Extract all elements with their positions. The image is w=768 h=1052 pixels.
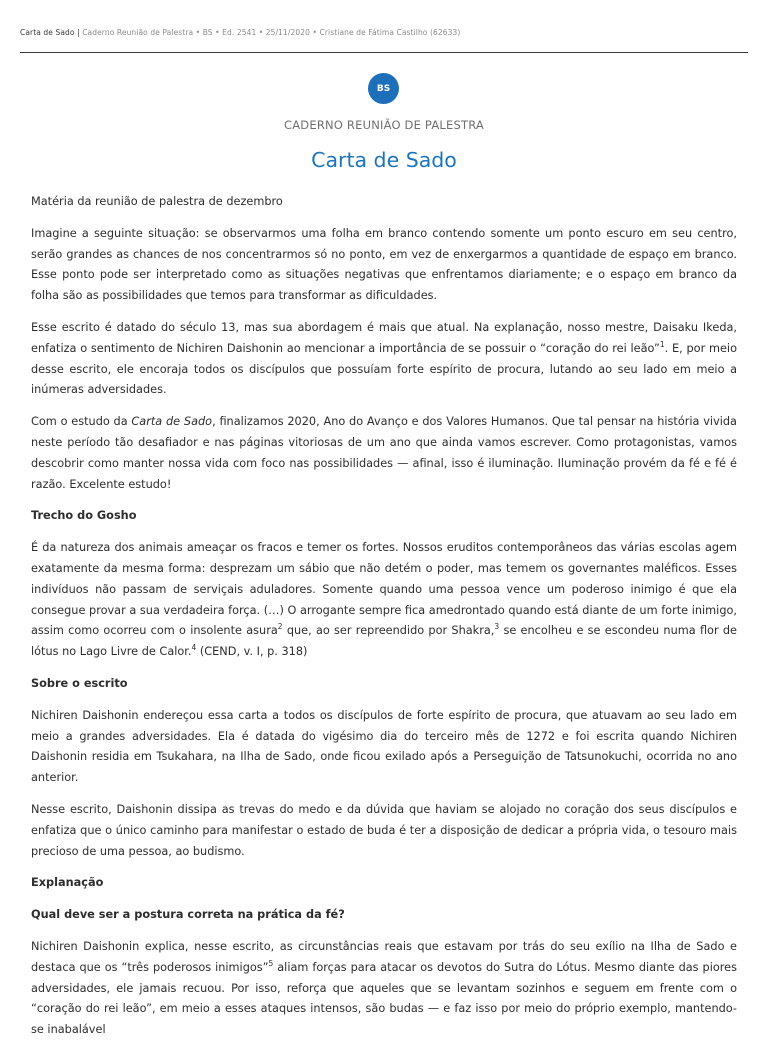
bs-logo-badge: BS [368,73,399,104]
citation: (CEND, v. I, p. 318) [196,645,308,659]
section-heading: Trecho do Gosho [31,509,137,523]
paragraph [31,937,737,1041]
footnote-ref[interactable]: 4 [191,643,197,653]
document-meta-bar [20,28,748,37]
paragraph: Nichiren Daishonin endereçou essa carta a todos os discípulos de forte espírito de procura, que atuavam ao seu lado em meio a grandes adversidades. Ela é datada do vigésimo dia do terceiro mês de 1272 e foi escrita quando Nichiren Daishonin residia em Tsukahara, na Ilha de Sado, onde ficou exilado após a Perseguição de Tatsunokuchi, ocorrida no ano anterior. [31,708,737,785]
page-title: Carta de Sado [311,148,457,172]
title-emphasis: Carta de Sado [131,415,213,429]
subsection-heading: Qual deve ser a postura correta na prática da fé? [31,908,345,922]
document-name: Carta de Sado | [20,28,80,37]
section-heading: Explanação [31,876,104,890]
document-meta: Caderno Reunião de Palestra • BS • Ed. 2541 • 25/11/2020 • Cristiane de Fátima Castilho (62633) [82,28,461,37]
text-span: Com o estudo da [31,415,132,429]
paragraph [31,318,737,401]
text-span: Esse escrito é datado do século 13, mas sua abordagem é mais que atual. Na explanação, nosso mestre, Daisaku Ikeda, enfatiza o sentimento de Nichiren Daishonin ao mencionar a importância de se possuir o “coração do rei leão” [31,320,737,355]
text-span: . E, por meio desse escrito, ele encoraja todos os discípulos que possuíam forte espírito de procura, lutando ao seu lado em meio a inúmeras adversidades. [31,341,737,397]
text-span: que, ao ser repreendido por Shakra, [282,624,495,638]
text-span: Nichiren Daishonin explica, nesse escrito, as circunstâncias reais que estavam por trás do seu exílio na Ilha de Sado e destaca que os “três poderosos inimigos” [31,939,737,974]
paragraph [31,412,737,495]
section-kicker: CADERNO REUNIÃO DE PALESTRA [284,118,484,132]
intro-paragraph: Matéria da reunião de palestra de dezembro [31,195,283,208]
paragraph: Imagine a seguinte situação: se observarmos uma folha em branco contendo somente um ponto escuro em seu centro, serão grandes as chances de nos concentrarmos só no ponto, em vez de enxergarmos a quantidade de espaço em branco. Esse ponto pode ser interpretado como as situações negativas que enfrentamos diariamente; e o espaço em branco da folha são as possibilidades que temos para transformar as dificuldades. [31,226,737,303]
text-span: , finalizamos 2020, Ano do Avanço e dos Valores Humanos. Que tal pensar na história vivida neste período tão desafiador e nas páginas vitoriosas de um ano que ainda vamos escrever. Como protagonistas, vamos descobrir como manter nossa vida com foco nas possibilidades — afinal, isso é iluminação. Iluminação provém da fé e fé é razão. Excelente estudo! [31,415,737,491]
header-divider [20,52,748,53]
gosho-quote [31,538,737,663]
section-heading: Sobre o escrito [31,676,128,690]
footnote-ref[interactable]: 1 [659,340,665,350]
footnote-ref[interactable]: 3 [494,622,500,632]
footnote-ref[interactable]: 5 [268,958,274,968]
footnote-ref[interactable]: 2 [277,622,283,632]
article-body [31,192,737,1052]
text-span: É da natureza dos animais ameaçar os fracos e temer os fortes. Nossos eruditos contemporâneos das várias escolas agem exatamente da mesma forma: desprezam um sábio que não detém o poder, mas temem os governantes maléficos. Esses indivíduos não passam de serviçais aduladores. Somente quando uma pessoa vence um poderoso inimigo é que ela consegue provar a sua verdadeira força. (…) O arrogante sempre fica amedrontado quando está diante de um forte inimigo, assim como ocorreu com o insolente asura [31,541,737,638]
text-span: aliam forças para atacar os devotos do Sutra do Lótus. Mesmo diante das piores adversidades, ele jamais recuou. Por isso, reforça que aqueles que se levantam sozinhos e seguem em frente com o “coração do rei leão”, em meio a esses ataques intensos, são budas — e faz isso por meio do próprio exemplo, mantendo-se inabalável [31,960,737,1037]
text-span: se encolheu e se escondeu numa flor de lótus no Lago Livre de Calor. [31,624,738,659]
paragraph: Nesse escrito, Daishonin dissipa as trevas do medo e da dúvida que haviam se alojado no coração dos seus discípulos e enfatiza que o único caminho para manifestar o estado de buda é ter a disposição de dedicar a própria vida, o tesouro mais precioso de uma pessoa, ao budismo. [31,802,737,858]
